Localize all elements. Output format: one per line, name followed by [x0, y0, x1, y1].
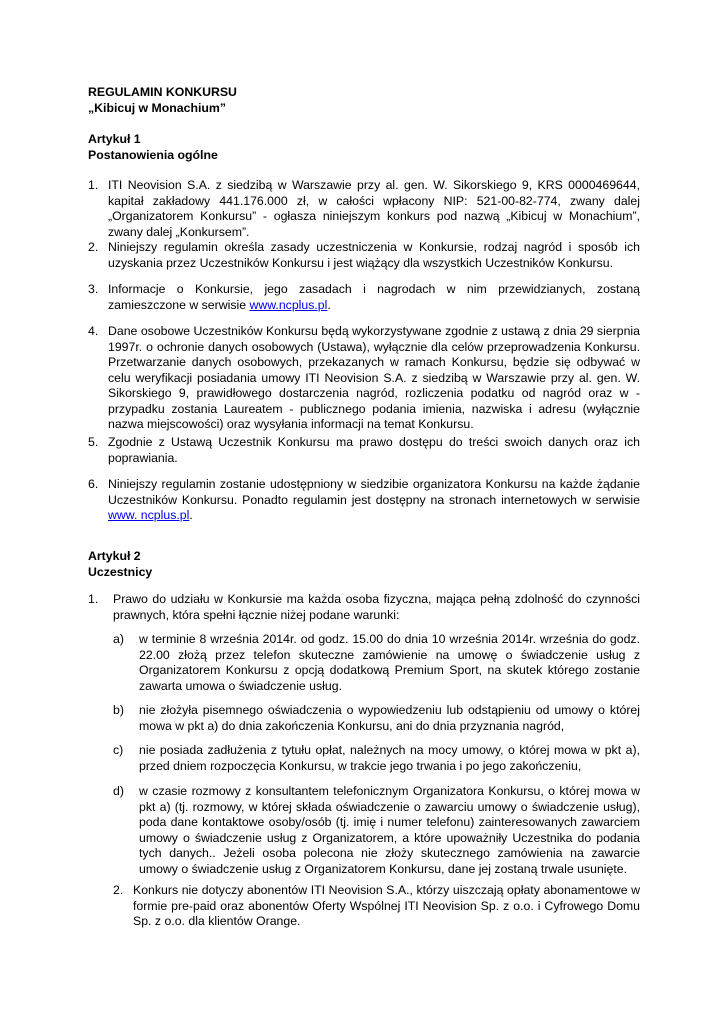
item-text: Prawo do udziału w Konkursie ma każda osoba fizyczna, mająca pełną zdolność do czynności prawnych, która spełni łącznie niżej podane warunki:: [113, 592, 640, 622]
item-text: Konkurs nie dotyczy abonentów ITI Neovision S.A., którzy uiszczają opłaty abonamentowe w formie pre-paid oraz abonentów Oferty Wspólnej ITI Neovision Sp. z o.o. i Cyfrowego Domu Sp. z o.o. dla klientów Orange.: [133, 883, 640, 928]
subitem-text: w czasie rozmowy z konsultantem telefonicznym Organizatora Konkursu, o której mowa w pkt a) (tj. rozmowy, w której składa oświadczenie o zawarciu umowy o świadczenie usług), poda dane kontaktowe osoby/osób (tj. imię i numer telefonu) zainteresowanych zawarciem umowy o świadczenie usług z Organizatorem, a które upoważniły Uczestnika do podania tych danych.. Jeżeli osoba polecona nie złoży skutecznego zamówienia na zawarcie umowy o świadczenie usług z Organizatorem Konkursu, dane jej zostaną trwale usunięte.: [139, 784, 640, 876]
item-text: Informacje o Konkursie, jego zasadach i nagrodach w nim przewidzianych, zostaną zamieszczone w serwisie www.ncplus.pl.: [108, 282, 640, 312]
subitem-letter: d): [113, 784, 124, 798]
item-number: 2.: [113, 883, 124, 897]
subitem-text: nie posiada zadłużenia z tytułu opłat, należnych na mocy umowy, o której mowa w pkt a), przed dniem rozpoczęcia Konkursu, w trakcie jego trwania i po jego zakończeniu,: [139, 743, 640, 773]
article-1-heading: Artykuł 1: [88, 132, 141, 146]
item-text: Niniejszy regulamin zostanie udostępniony w siedzibie organizatora Konkursu na każde żądanie Uczestników Konkursu. Ponadto regulamin jest dostępny na stronach internetowych w serwisie www. ncplus.pl.: [108, 477, 640, 522]
item-text: Zgodnie z Ustawą Uczestnik Konkursu ma prawo dostępu do treści swoich danych oraz ich poprawiania.: [108, 435, 640, 465]
article-2-subheading: Uczestnicy: [88, 565, 153, 579]
ncplus-link[interactable]: www.ncplus.pl: [249, 297, 328, 312]
ncplus-link[interactable]: www. ncplus.pl: [108, 508, 190, 522]
item-text: ITI Neovision S.A. z siedzibą w Warszawie przy al. gen. W. Sikorskiego 9, KRS 0000469644, kapitał zakładowy 441.176.000 zł, w całości wpłacony NIP: 521-00-82-774, zwany dalej „Organizatorem Konkursu” - ogłasza niniejszym konkurs pod nazwą „Kibicuj w Monachium”, zwany dalej „Konkursem”.: [108, 178, 640, 239]
subitem-text: w terminie 8 września 2014r. od godz. 15.00 do dnia 10 września 2014r. września do godz. 22.00 złożą przez telefon skuteczne zamówienie na umowę o świadczenie usług z Organizatorem Konkursu z opcją dodatkową Premium Sport, na skutek którego zostanie zawarta umowa o świadczenie usług.: [139, 632, 640, 693]
item-text: Niniejszy regulamin określa zasady uczestniczenia w Konkursie, rodzaj nagród i sposób ich uzyskania przez Uczestników Konkursu i jest wiążący dla wszystkich Uczestników Konkursu.: [108, 240, 640, 270]
item-number: 1.: [88, 178, 99, 192]
item-text: Dane osobowe Uczestników Konkursu będą wykorzystywane zgodnie z ustawą z dnia 29 sierpnia 1997r. o ochronie danych osobowych (Ustawa), wyłącznie dla celów przeprowadzenia Konkursu. Przetwarzanie danych osobowych, przekazanych w ramach Konkursu, będzie się odbywać w celu weryfikacji posiadania umowy ITI Neovision S.A. z siedzibą w Warszawie przy al. gen. W. Sikorskiego 9, prawidłowego dostarczenia nagród, rozliczenia podatku od nagród oraz w - przypadku zostania Laureatem - publicznego podania imienia, nazwiska i adresu (wyłącznie nazwa miejscowości) oraz wysyłania informacji na temat Konkursu.: [108, 324, 640, 431]
subitem-text: nie złożyła pisemnego oświadczenia o wypowiedzeniu lub odstąpieniu od umowy o której mowa w pkt a) do dnia zakończenia Konkursu, ani do dnia przyznania nagród,: [139, 703, 640, 733]
item-number: 1.: [88, 592, 99, 606]
subitem-letter: b): [113, 703, 124, 717]
item-number: 3.: [88, 282, 99, 296]
document-subtitle: „Kibicuj w Monachium”: [88, 101, 227, 115]
subitem-letter: a): [113, 632, 124, 646]
document-title: REGULAMIN KONKURSU: [88, 85, 237, 99]
article-1-subheading: Postanowienia ogólne: [88, 148, 218, 162]
item-number: 6.: [88, 477, 99, 491]
article-2-heading: Artykuł 2: [88, 549, 141, 563]
subitem-letter: c): [113, 743, 124, 757]
item-number: 2.: [88, 240, 99, 254]
item-number: 5.: [88, 435, 99, 449]
item-number: 4.: [88, 324, 99, 338]
